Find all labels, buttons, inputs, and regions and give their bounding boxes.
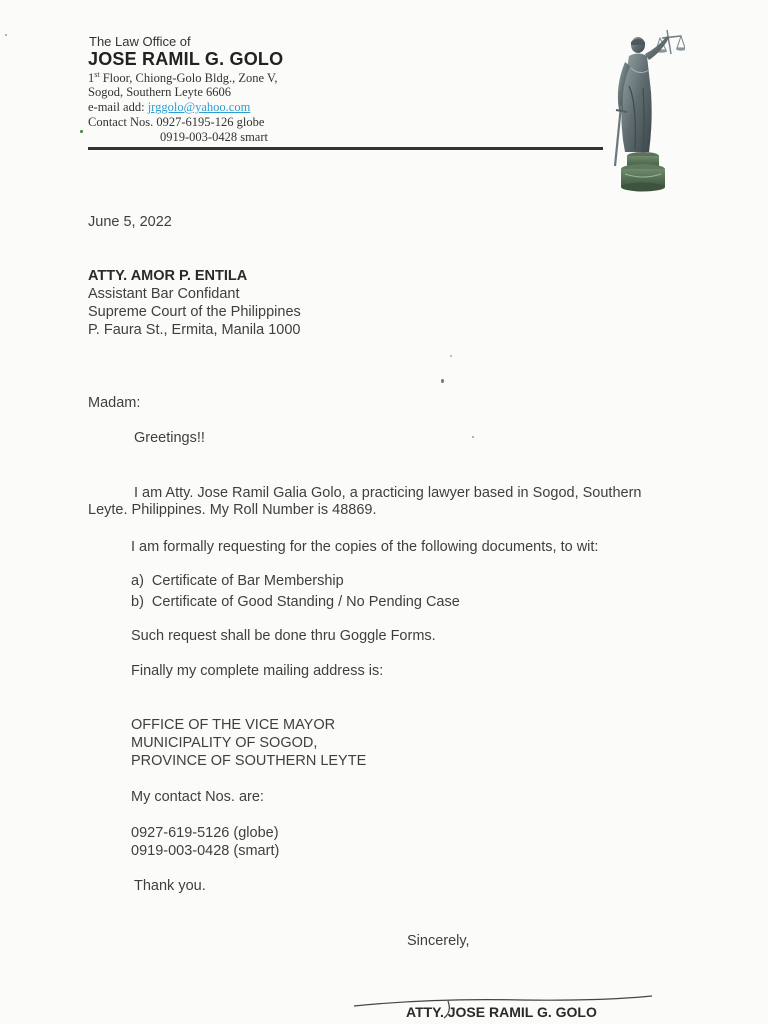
letterhead-contact-line1: Contact Nos. 0927-6195-126 globe — [88, 115, 265, 129]
scan-speck — [472, 436, 474, 438]
letterhead-address-line1 — [88, 70, 277, 86]
recipient-address: P. Faura St., Ermita, Manila 1000 — [88, 322, 301, 338]
recipient-organization: Supreme Court of the Philippines — [88, 304, 301, 320]
letterhead-contact-line2: 0919-003-0428 smart — [160, 130, 268, 144]
paragraph-request: I am formally requesting for the copies of the following documents, to wit: — [131, 539, 599, 555]
contact-number: 0919-003-0428 (smart) — [131, 843, 280, 859]
email-label: e-mail add: — [88, 100, 148, 114]
mailing-address-line: MUNICIPALITY OF SOGOD, — [131, 735, 318, 751]
paragraph-intro-line2: Leyte. Philippines. My Roll Number is 48869. — [88, 502, 377, 518]
paragraph-forms: Such request shall be done thru Goggle Forms. — [131, 628, 436, 644]
letterhead-email-line — [88, 100, 250, 115]
scan-speck — [5, 34, 7, 36]
document-list-item — [131, 573, 344, 589]
thank-you: Thank you. — [134, 878, 206, 894]
list-item-text: Certificate of Bar Membership — [151, 573, 344, 589]
recipient-title: Assistant Bar Confidant — [88, 286, 240, 302]
recipient-name: ATTY. AMOR P. ENTILA — [88, 268, 248, 284]
list-item-text: Certificate of Good Standing / No Pending Case — [151, 594, 460, 610]
letterhead-name: JOSE RAMIL G. GOLO — [88, 49, 284, 69]
letter-date: June 5, 2022 — [88, 214, 172, 230]
mailing-address-line: PROVINCE OF SOUTHERN LEYTE — [131, 753, 367, 769]
scan-speck — [450, 355, 452, 357]
email-link[interactable]: jrggolo@yahoo.com — [147, 100, 251, 114]
address-floor-number: 1 — [88, 71, 95, 86]
contact-number: 0927-619-5126 (globe) — [131, 825, 279, 841]
list-marker: a) — [131, 573, 144, 589]
lady-justice-statue-icon — [605, 26, 685, 198]
address-floor-suffix: st — [94, 70, 100, 79]
paragraph-mailing-intro: Finally my complete mailing address is: — [131, 663, 384, 679]
letterhead-divider — [88, 147, 603, 150]
list-marker: b) — [131, 594, 144, 610]
closing: Sincerely, — [407, 933, 470, 949]
paragraph-intro-line1: I am Atty. Jose Ramil Galia Golo, a practicing lawyer based in Sogod, Southern — [134, 485, 642, 501]
salutation: Madam: — [88, 395, 141, 411]
letterhead-intro: The Law Office of — [89, 34, 191, 49]
scan-speck — [80, 130, 83, 133]
document-list-item — [131, 594, 460, 610]
contact-intro: My contact Nos. are: — [131, 789, 264, 805]
greeting: Greetings!! — [134, 430, 205, 446]
mailing-address-line: OFFICE OF THE VICE MAYOR — [131, 717, 336, 733]
letterhead-address-line2: Sogod, Southern Leyte 6606 — [88, 85, 232, 99]
scan-speck — [441, 379, 444, 383]
signatory-name: ATTY. JOSE RAMIL G. GOLO — [406, 1004, 597, 1020]
address-building: Floor, Chiong-Golo Bldg., Zone V, — [99, 71, 278, 86]
